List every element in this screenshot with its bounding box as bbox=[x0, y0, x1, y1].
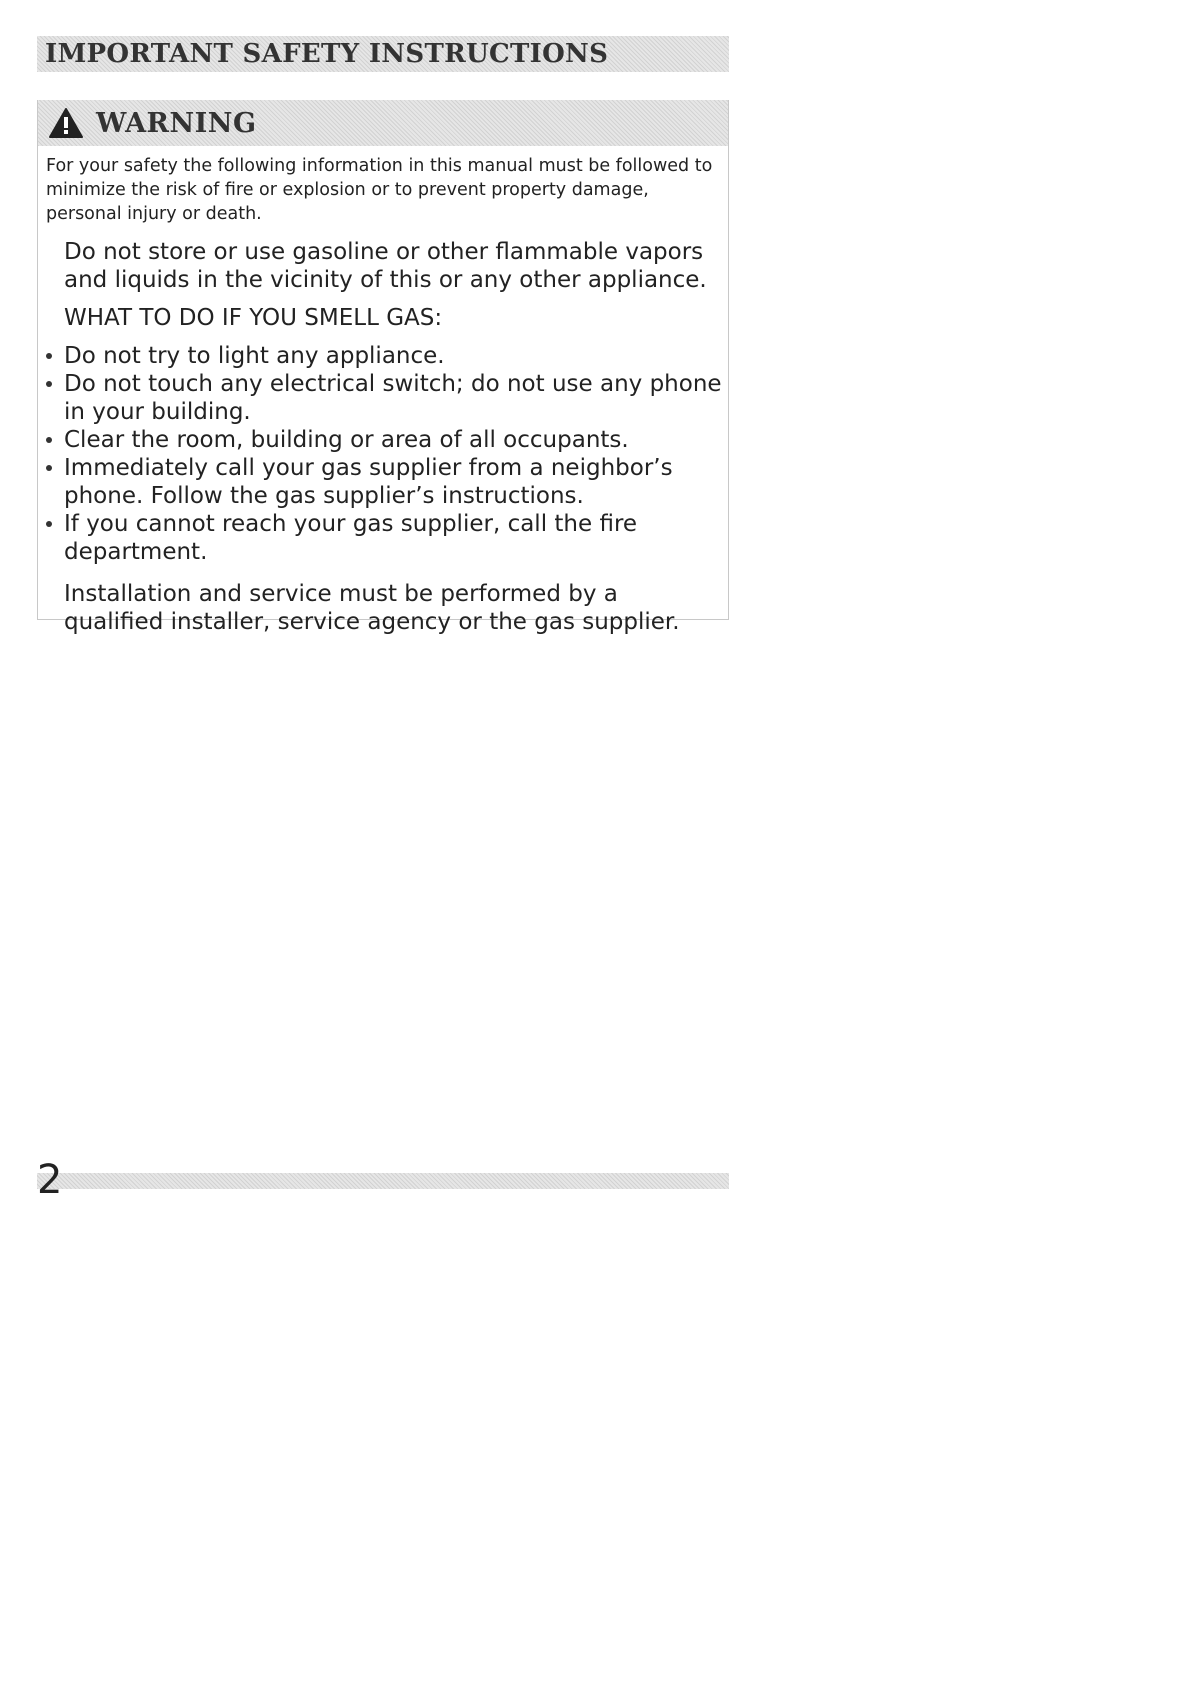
list-item-text: Do not touch any electrical switch; do not use any phone in your building. bbox=[64, 371, 722, 425]
bullet-icon bbox=[46, 353, 52, 359]
bullet-icon bbox=[46, 437, 52, 443]
bullet-icon bbox=[46, 521, 52, 527]
bullet-icon bbox=[46, 465, 52, 471]
warning-paragraph-installation: Installation and service must be performed by a qualified installer, service agency or the gas supplier. bbox=[64, 581, 680, 635]
warning-paragraph-flammables: Do not store or use gasoline or other flammable vapors and liquids in the vicinity of this or any other appliance. bbox=[64, 239, 707, 293]
page-number: 2 bbox=[37, 1157, 63, 1203]
warning-title: WARNING bbox=[96, 107, 257, 139]
smell-gas-list bbox=[38, 342, 728, 566]
smell-gas-heading: WHAT TO DO IF YOU SMELL GAS: bbox=[64, 305, 443, 331]
warning-header bbox=[38, 100, 728, 146]
warning-intro: For your safety the following information in this manual must be followed to minimize the risk of fire or explosion or to prevent property damage, personal injury or death. bbox=[46, 156, 713, 224]
list-item bbox=[38, 510, 728, 566]
list-item-text: If you cannot reach your gas supplier, call the fire department. bbox=[64, 511, 638, 565]
list-item bbox=[38, 370, 728, 426]
list-item-text: Do not try to light any appliance. bbox=[64, 343, 445, 369]
list-item bbox=[38, 342, 728, 370]
list-item-text: Clear the room, building or area of all occupants. bbox=[64, 427, 629, 453]
section-title: IMPORTANT SAFETY INSTRUCTIONS bbox=[45, 39, 609, 69]
list-item-text: Immediately call your gas supplier from a neighbor’s phone. Follow the gas supplier’s instructions. bbox=[64, 455, 673, 509]
list-item bbox=[38, 454, 728, 510]
warning-triangle-icon bbox=[48, 107, 84, 139]
footer-bar bbox=[37, 1173, 729, 1189]
warning-box bbox=[37, 100, 729, 635]
list-item bbox=[38, 426, 728, 454]
section-header bbox=[37, 36, 729, 72]
bullet-icon bbox=[46, 381, 52, 387]
